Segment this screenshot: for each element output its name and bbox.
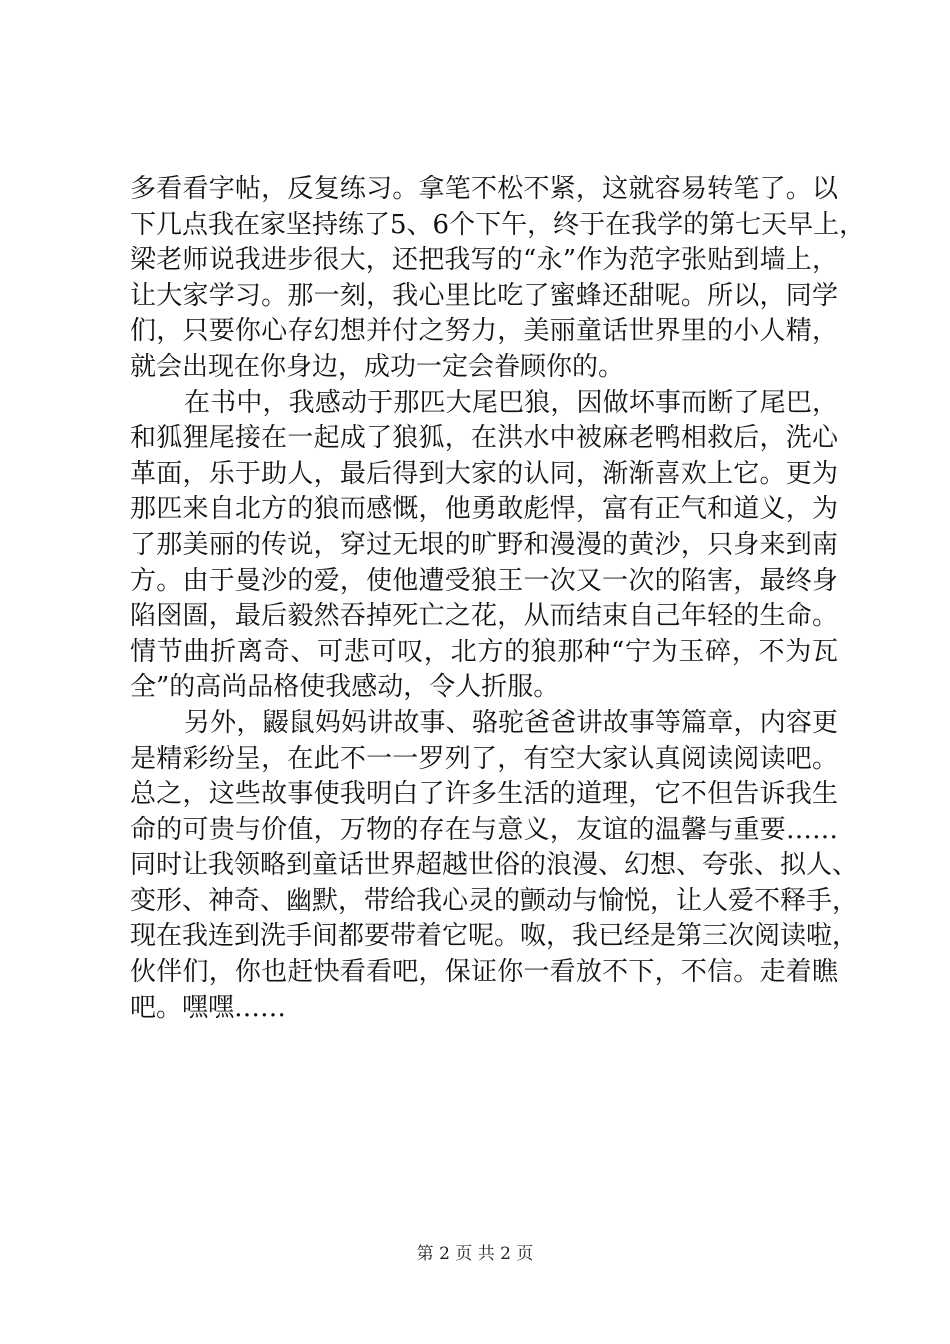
text-line: 梁老师说我进步很大，还把我写的“永”作为范字张贴到墙上， — [130, 245, 838, 276]
text-line: 是精彩纷呈，在此不一一罗列了，有空大家认真阅读阅读吧。 — [130, 743, 838, 774]
text-line: 下几点我在家坚持练了5、6个下午，终于在我学的第七天早上， — [130, 209, 866, 240]
text-line: 全”的高尚品格使我感动，令人折服。 — [130, 672, 560, 703]
text-line: 现在我连到洗手间都要带着它呢。呶，我已经是第三次阅读啦， — [130, 921, 859, 952]
text-line: 情节曲折离奇、可悲可叹，北方的狼那种“宁为玉碎，不为瓦 — [130, 636, 838, 667]
text-line: 和狐狸尾接在一起成了狼狐，在洪水中被麻老鸭相救后，洗心 — [130, 423, 838, 454]
text-line: 吧。嘿嘿…… — [130, 992, 287, 1023]
text-line: 了那美丽的传说，穿过无垠的旷野和漫漫的黄沙，只身来到南 — [130, 529, 838, 560]
text-line: 命的可贵与价值，万物的存在与意义，友谊的温馨与重要…… — [130, 814, 838, 845]
text-line: 就会出现在你身边，成功一定会眷顾你的。 — [130, 351, 625, 382]
text-line: 革面，乐于助人，最后得到大家的认同，渐渐喜欢上它。更为 — [130, 458, 838, 489]
text-line: 那匹来自北方的狼而感慨，他勇敢彪悍，富有正气和道义，为 — [130, 494, 838, 525]
paragraph-start-line: 另外，鼹鼠妈妈讲故事、骆驼爸爸讲故事等篇章，内容更 — [184, 707, 838, 738]
page-footer: 第 2 页 共 2 页 — [416, 1244, 534, 1264]
text-line: 变形、神奇、幽默，带给我心灵的颤动与愉悦，让人爱不释手， — [130, 885, 859, 916]
body-text — [130, 172, 866, 1026]
text-line: 让大家学习。那一刻，我心里比吃了蜜蜂还甜呢。所以，同学 — [130, 280, 838, 311]
paragraph-start-line: 在书中，我感动于那匹大尾巴狼，因做坏事而断了尾巴， — [184, 387, 838, 418]
text-line: 们，只要你心存幻想并付之努力，美丽童话世界里的小人精， — [130, 316, 838, 347]
text-line: 方。由于曼沙的爱，使他遭受狼王一次又一次的陷害，最终身 — [130, 565, 838, 596]
text-line: 总之，这些故事使我明白了许多生活的道理，它不但告诉我生 — [130, 779, 838, 810]
text-line: 伙伴们，你也赶快看看吧，保证你一看放不下，不信。走着瞧 — [130, 957, 838, 988]
text-line: 多看看字帖，反复练习。拿笔不松不紧，这就容易转笔了。以 — [130, 174, 838, 204]
text-line: 同时让我领略到童话世界超越世俗的浪漫、幻想、夸张、拟人、 — [130, 850, 859, 881]
text-line: 陷囹圄，最后毅然吞掉死亡之花，从而结束自己年轻的生命。 — [130, 601, 838, 632]
